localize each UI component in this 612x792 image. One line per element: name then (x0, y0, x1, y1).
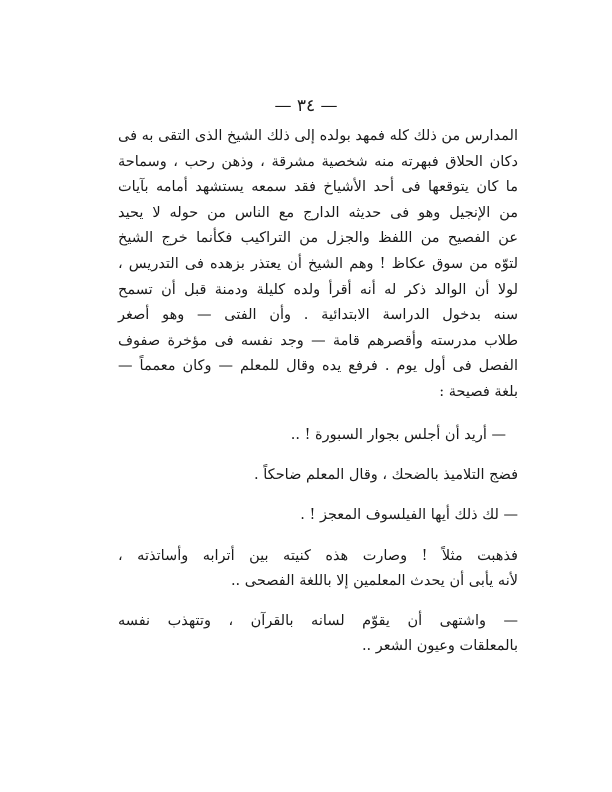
dialogue-line-1: — أريد أن أجلس بجوار السبورة ! .. (290, 426, 506, 443)
paragraph-1-line: طلاب مدرسته وأقصرهم قامة — وجد نفسه فى مؤخرة صفوف (118, 332, 518, 349)
paragraph-3-line: بالمعلقات وعيون الشعر .. (361, 638, 518, 655)
paragraph-1-line: لولا أن الوالد ذكر له أنه أقرأ ولده كليلة ودمنة قبل أن تسمح (118, 281, 518, 298)
paragraph-3-line: — واشتهى أن يقوّم لسانه بالقرآن ، وتتهذب نفسه (118, 612, 518, 629)
paragraph-1-line: عن الفصيح من اللفظ والجزل من التراكيب فكأنما خرج الشيخ (118, 230, 518, 247)
narration-line: فضج التلاميذ بالضحك ، وقال المعلم ضاحكاً . (254, 466, 518, 483)
paragraph-1-line: سنه بدخول الدراسة الابتدائية . وأن الفتى — وهو أصغر (118, 307, 518, 324)
paragraph-2-line: فذهبت مثلاً ! وصارت هذه كنيته بين أترابه وأساتذته ، (118, 547, 518, 564)
paragraph-1-line: لتوّه من سوق عكاظ ! وهم الشيخ أن يعتذر بزهده فى التدريس ، (118, 255, 518, 272)
paragraph-1-line: من الإنجيل وهو فى حديثه الدارج مع الناس من حوله لا يحيد (118, 204, 518, 221)
paragraph-1-line: المدارس من ذلك كله فمهد بولده إلى ذلك الشيخ الذى التقى به فى (118, 128, 518, 144)
paragraph-1-line: ما كان يتوقعها فى أحد الأشياخ فقد سمعه يستشهد أمامه بآيات (118, 179, 518, 196)
paragraph-2-line: لأنه يأبى أن يحدث المعلمين إلا باللغة الفصحى .. (230, 573, 518, 590)
body-text (118, 124, 518, 660)
paragraph-1-line: بلغة فصيحة : (439, 383, 518, 400)
paragraph-1-line: دكان الحلاق فبهرته منه شخصية مشرقة ، وذهن رحب ، وسماحة (118, 153, 518, 170)
page-number: — ٣٤ — (274, 96, 338, 116)
paragraph-1-line: الفصل فى أول يوم . فرفع يده وقال للمعلم — وكان معمماً — (118, 358, 518, 375)
dialogue-line-2: — لك ذلك أيها الفيلسوف المعجز ! . (300, 506, 518, 523)
